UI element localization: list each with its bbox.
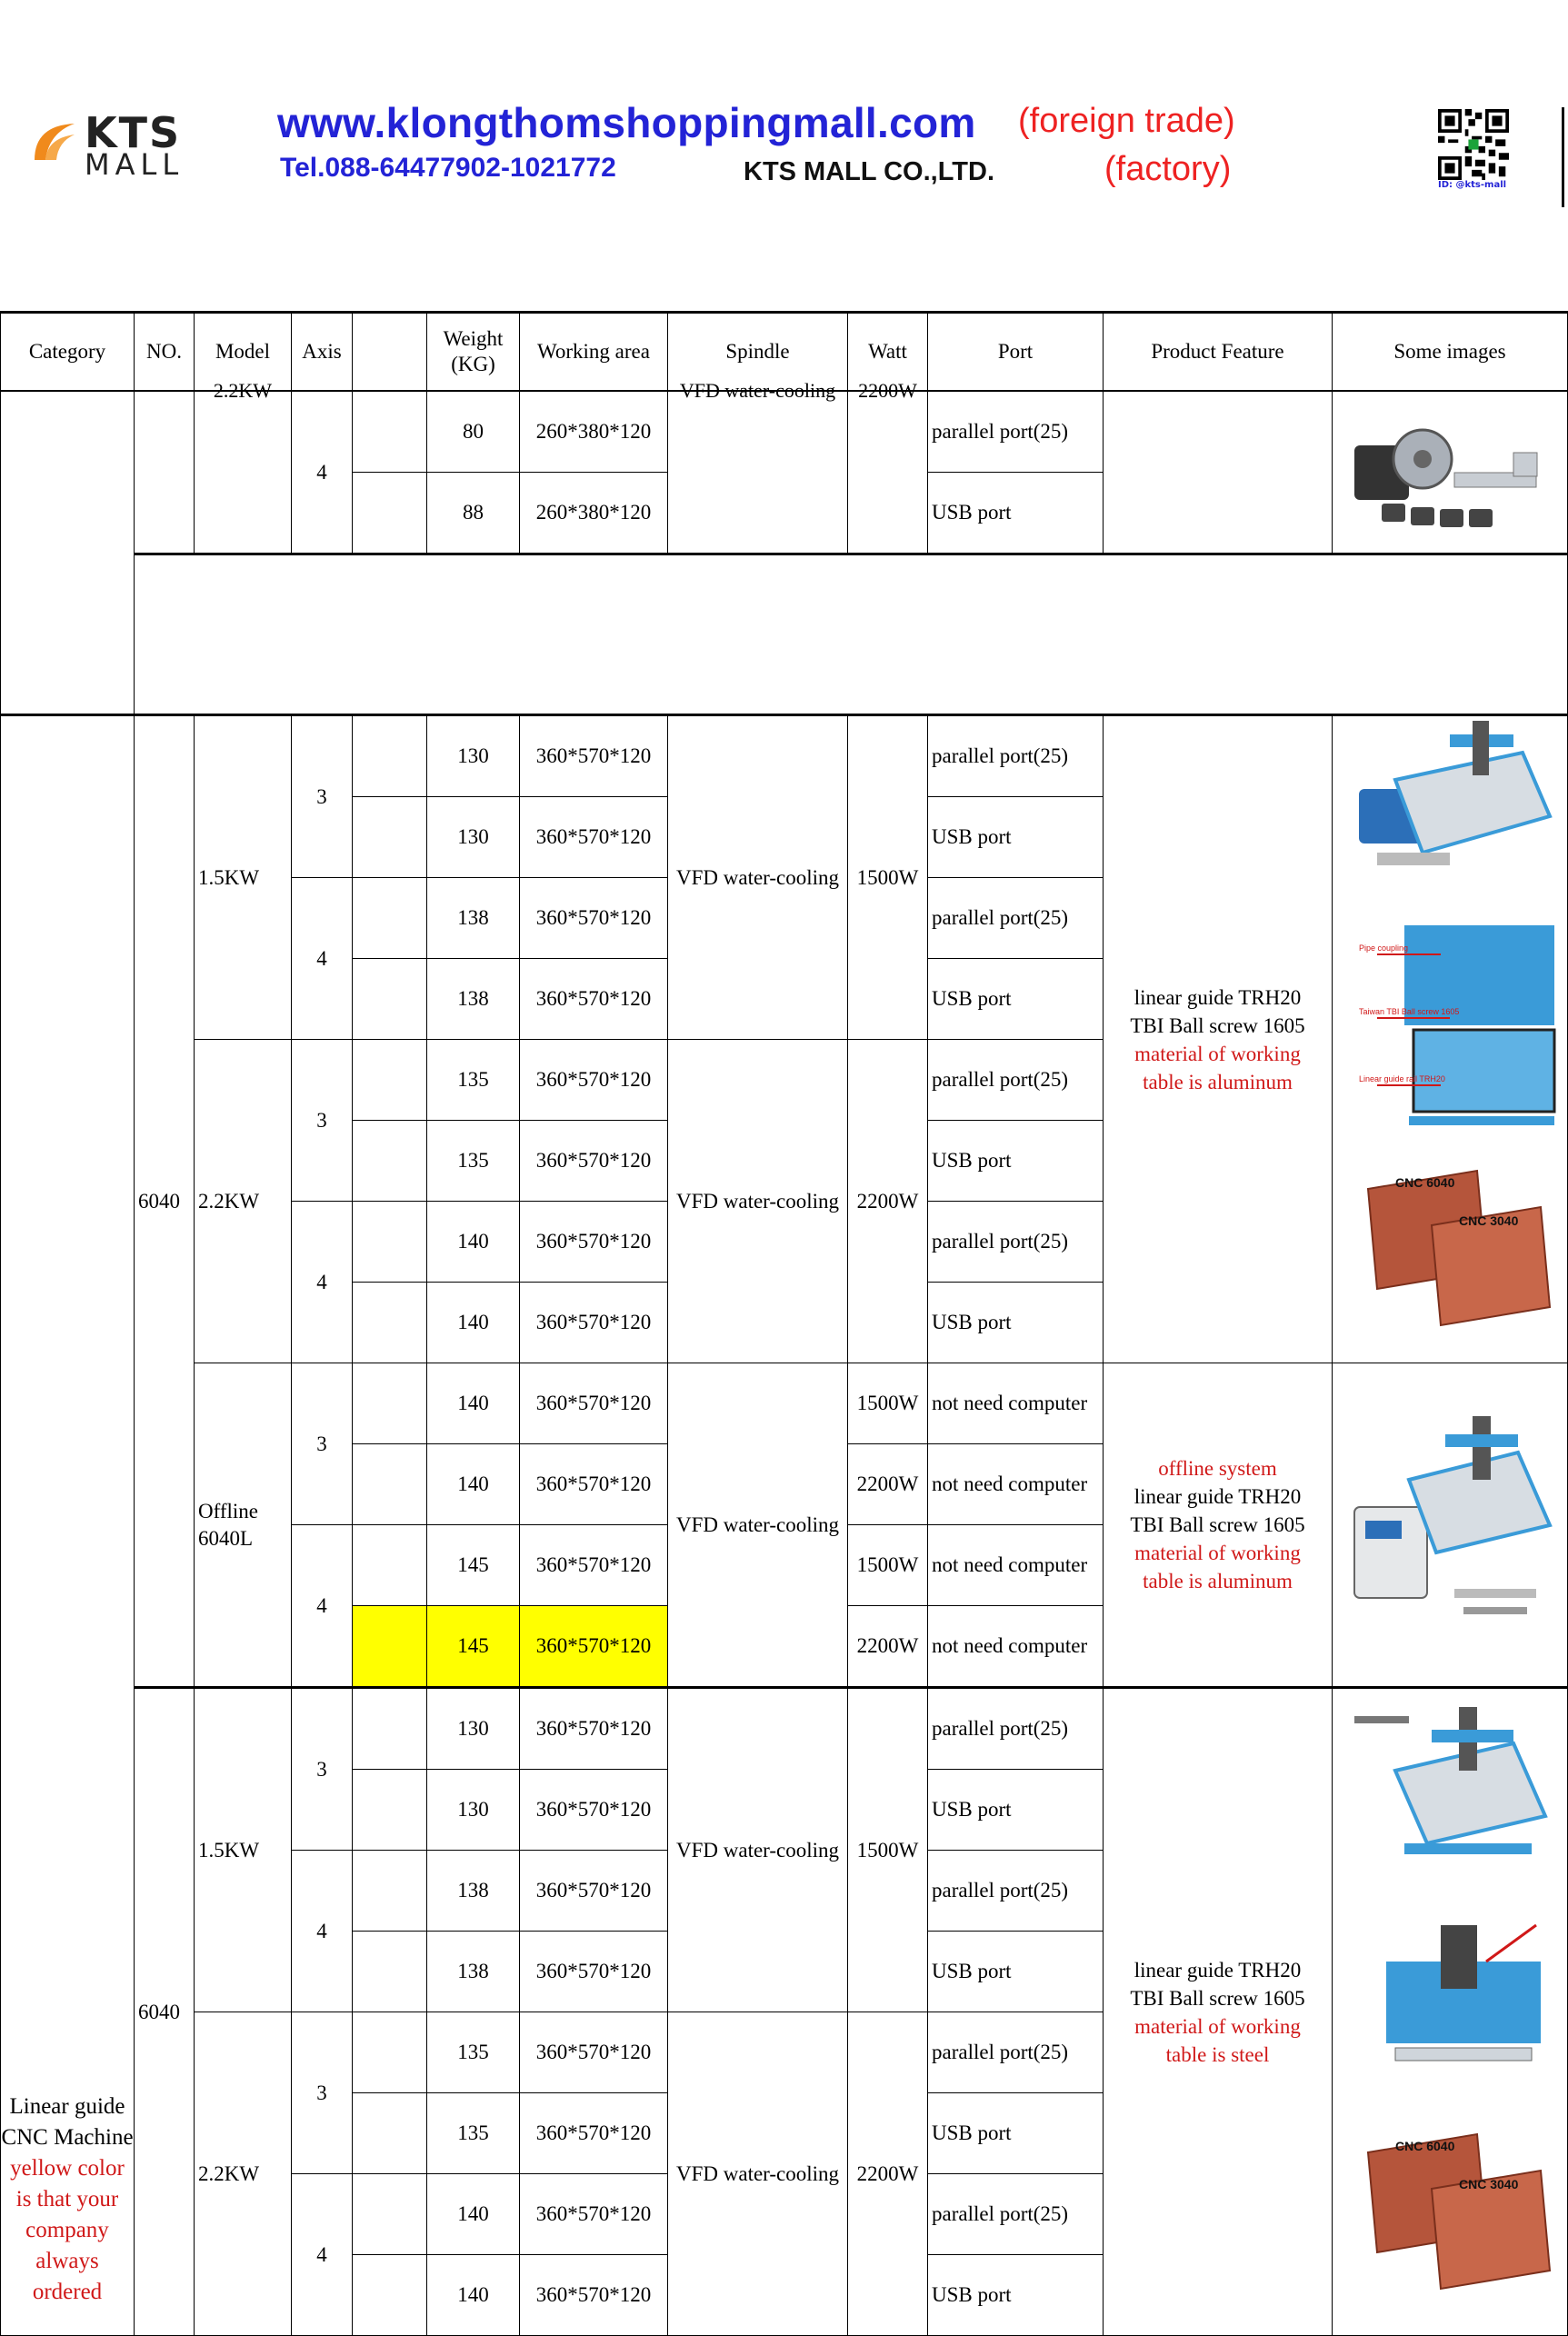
port-cell: parallel port(25) <box>928 715 1104 797</box>
header-axis: Axis <box>292 313 353 392</box>
axis-cell: 4 <box>292 391 353 554</box>
weight-cell: 138 <box>427 878 520 959</box>
area-cell: 260*380*120 <box>520 473 668 554</box>
header-some-images: Some images <box>1333 313 1568 392</box>
blank-cell <box>353 1283 427 1363</box>
blank-cell <box>353 1202 427 1283</box>
model-cell <box>195 379 292 554</box>
header-right-divider <box>1562 107 1564 207</box>
feature-red-line: offline system <box>1158 1457 1277 1480</box>
phone-number: Tel.088-64477902-1021772 <box>280 153 616 183</box>
feature-line: linear guide TRH20 <box>1134 985 1302 1009</box>
category-cell-empty <box>1 391 135 715</box>
spacer-row <box>1 554 1568 715</box>
blank-cell <box>353 2255 427 2336</box>
spindle-cell: VFD water-cooling <box>668 1040 848 1363</box>
spindle-cell <box>668 379 848 554</box>
port-cell: parallel port(25) <box>928 2012 1104 2093</box>
weight-cell: 138 <box>427 959 520 1040</box>
weight-cell: 88 <box>427 473 520 554</box>
axis-cell: 4 <box>292 1202 353 1363</box>
blank-cell <box>353 715 427 797</box>
port-cell: USB port <box>928 473 1104 554</box>
feature-red-line: material of working table is steel <box>1134 2014 1301 2066</box>
watt-cell: 1500W <box>848 1688 928 2012</box>
watt-cell: 2200W <box>848 1040 928 1363</box>
weight-cell: 140 <box>427 1363 520 1444</box>
feature-line: TBI Ball screw 1605 <box>1130 1986 1305 2010</box>
axis-cell: 3 <box>292 1363 353 1525</box>
product-table-wrapper <box>0 311 1567 2327</box>
weight-cell-highlighted: 145 <box>427 1606 520 1688</box>
area-cell: 360*570*120 <box>520 1444 668 1525</box>
spindle-cut-text: VFD water-cooling <box>679 379 836 402</box>
area-cell: 360*570*120 <box>520 2093 668 2174</box>
feature-line: TBI Ball screw 1605 <box>1130 1013 1305 1037</box>
header-category: Category <box>1 313 135 392</box>
spindle-cell: VFD water-cooling <box>668 715 848 1040</box>
area-cell-highlighted: 360*570*120 <box>520 1606 668 1688</box>
foreign-trade-label: (foreign trade) <box>1018 102 1235 140</box>
qr-id-label: ID: @kts-mall <box>1438 180 1507 190</box>
header-model: Model <box>195 313 292 392</box>
watt-cut-text: 2200W <box>858 379 917 402</box>
area-cell: 360*570*120 <box>520 2012 668 2093</box>
weight-cell: 130 <box>427 1770 520 1851</box>
port-cell: not need computer <box>928 1363 1104 1444</box>
machine-images-steel <box>1341 1689 1559 2325</box>
no-cell: 6040 <box>135 715 195 1688</box>
area-cell: 360*570*120 <box>520 715 668 797</box>
model-cell: 1.5KW <box>195 715 292 1040</box>
weight-cell: 80 <box>427 391 520 473</box>
watt-cell: 1500W <box>848 1525 928 1606</box>
watt-cell: 2200W <box>848 1606 928 1688</box>
area-cell: 360*570*120 <box>520 1121 668 1202</box>
weight-cell: 140 <box>427 1444 520 1525</box>
blank-cell <box>353 1363 427 1444</box>
feature-cell <box>1104 1688 1333 2336</box>
axis-cell: 4 <box>292 1851 353 2012</box>
area-cell: 360*570*120 <box>520 2255 668 2336</box>
port-cell: parallel port(25) <box>928 1040 1104 1121</box>
blank-cell <box>353 2093 427 2174</box>
spacer-cell <box>135 554 1568 715</box>
port-cell: parallel port(25) <box>928 1688 1104 1770</box>
table-row <box>1 715 1568 797</box>
blank-cell <box>353 1770 427 1851</box>
area-cell: 360*570*120 <box>520 959 668 1040</box>
area-cell: 360*570*120 <box>520 1932 668 2012</box>
category-cell <box>1 1688 135 2336</box>
blank-cell <box>353 1932 427 2012</box>
box-label-6040: CNC 6040 <box>1395 1175 1455 1190</box>
blank-cell <box>353 878 427 959</box>
port-cell: not need computer <box>928 1606 1104 1688</box>
weight-cell: 140 <box>427 2174 520 2255</box>
header-spindle: Spindle <box>668 313 848 392</box>
page-header <box>0 0 1567 236</box>
blank-cell <box>353 391 427 473</box>
rotary-axis-image <box>1345 409 1554 536</box>
weight-cell: 140 <box>427 1202 520 1283</box>
model-cut-text: 2.2KW <box>213 379 273 402</box>
model-cell: 2.2KW <box>195 1040 292 1363</box>
port-cell: USB port <box>928 2093 1104 2174</box>
company-name: KTS MALL CO.,LTD. <box>744 157 995 186</box>
area-cell: 360*570*120 <box>520 797 668 878</box>
feature-cell <box>1104 1363 1333 1688</box>
factory-label: (factory) <box>1104 150 1232 188</box>
qr-code-icon <box>1438 109 1509 180</box>
port-cell: USB port <box>928 959 1104 1040</box>
header-watt: Watt <box>848 313 928 392</box>
port-cell: parallel port(25) <box>928 391 1104 473</box>
weight-cell: 135 <box>427 1040 520 1121</box>
kts-mall-logo <box>25 109 207 191</box>
product-table <box>0 311 1568 2336</box>
image-cell <box>1333 1688 1568 2336</box>
header-blank <box>353 313 427 392</box>
port-cell: USB port <box>928 1121 1104 1202</box>
blank-cell <box>353 1525 427 1606</box>
blank-cell-highlighted <box>353 1606 427 1688</box>
axis-cell: 3 <box>292 1688 353 1851</box>
area-cell: 360*570*120 <box>520 1363 668 1444</box>
axis-cell: 3 <box>292 715 353 878</box>
table-row <box>1 391 1568 473</box>
weight-cell: 140 <box>427 2255 520 2336</box>
image-cell <box>1333 1363 1568 1688</box>
weight-cell: 135 <box>427 2012 520 2093</box>
port-cell: USB port <box>928 1932 1104 2012</box>
weight-cell: 130 <box>427 715 520 797</box>
blank-cell <box>353 1851 427 1932</box>
port-cell: parallel port(25) <box>928 2174 1104 2255</box>
rail-label: Linear guide rail TRH20 <box>1359 1074 1445 1083</box>
header-port: Port <box>928 313 1104 392</box>
category-note: yellow color is that your company always ordered <box>10 2156 125 2304</box>
box-label-3040: CNC 3040 <box>1459 1213 1519 1228</box>
offline-machine-image <box>1345 1398 1554 1652</box>
machine-images <box>1341 716 1559 1353</box>
blank-cell <box>353 2012 427 2093</box>
table-row <box>1 1688 1568 1770</box>
blank-cell <box>353 1121 427 1202</box>
feature-cell-empty <box>1104 391 1333 554</box>
watt-cell: 2200W <box>848 2012 928 2336</box>
feature-line: linear guide TRH20 <box>1134 1485 1302 1508</box>
watt-cell: 2200W <box>848 1444 928 1525</box>
feature-line: TBI Ball screw 1605 <box>1130 1513 1305 1536</box>
website-url[interactable]: www.klongthomshoppingmall.com <box>277 99 976 146</box>
axis-cell: 3 <box>292 2012 353 2174</box>
port-cell: USB port <box>928 2255 1104 2336</box>
port-cell: not need computer <box>928 1444 1104 1525</box>
header-no: NO. <box>135 313 195 392</box>
blank-cell <box>353 959 427 1040</box>
area-cell: 360*570*120 <box>520 2174 668 2255</box>
category-cell-empty <box>1 715 135 1688</box>
image-cell <box>1333 391 1568 554</box>
blank-cell <box>353 1040 427 1121</box>
weight-cell: 138 <box>427 1851 520 1932</box>
area-cell: 360*570*120 <box>520 1283 668 1363</box>
header-weight: Weight (KG) <box>427 313 520 392</box>
port-cell: USB port <box>928 797 1104 878</box>
weight-cell: 135 <box>427 2093 520 2174</box>
area-cell: 360*570*120 <box>520 1040 668 1121</box>
port-cell: parallel port(25) <box>928 1851 1104 1932</box>
area-cell: 260*380*120 <box>520 391 668 473</box>
no-cell: 6040 <box>135 1688 195 2336</box>
watt-cell: 1500W <box>848 715 928 1040</box>
blank-cell <box>353 2174 427 2255</box>
axis-cell: 3 <box>292 1040 353 1202</box>
blank-cell <box>353 797 427 878</box>
box-label-6040: CNC 6040 <box>1395 2139 1455 2153</box>
blank-cell <box>353 473 427 554</box>
blank-cell <box>353 1444 427 1525</box>
port-cell: not need computer <box>928 1525 1104 1606</box>
axis-cell: 4 <box>292 1525 353 1688</box>
axis-cell: 4 <box>292 2174 353 2336</box>
area-cell: 360*570*120 <box>520 1688 668 1770</box>
logo-swoosh-icon <box>25 115 82 171</box>
tbi-label: Taiwan TBI Ball screw 1605 <box>1359 1007 1460 1016</box>
no-cell-empty <box>135 391 195 554</box>
spindle-cell: VFD water-cooling <box>668 1363 848 1688</box>
category-text: Linear guide CNC Machine <box>1 2094 134 2150</box>
box-label-3040: CNC 3040 <box>1459 2177 1519 2191</box>
port-cell: USB port <box>928 1770 1104 1851</box>
model-cell: Offline 6040L <box>195 1363 292 1688</box>
blank-cell <box>353 1688 427 1770</box>
weight-cell: 130 <box>427 1688 520 1770</box>
port-cell: USB port <box>928 1283 1104 1363</box>
port-cell: parallel port(25) <box>928 1202 1104 1283</box>
header-product-feature: Product Feature <box>1104 313 1333 392</box>
weight-cell: 140 <box>427 1283 520 1363</box>
header-working-area: Working area <box>520 313 668 392</box>
area-cell: 360*570*120 <box>520 1851 668 1932</box>
feature-line: linear guide TRH20 <box>1134 1958 1302 1982</box>
watt-cell <box>848 379 928 554</box>
area-cell: 360*570*120 <box>520 878 668 959</box>
area-cell: 360*570*120 <box>520 1525 668 1606</box>
feature-cell <box>1104 715 1333 1363</box>
table-row <box>1 1363 1568 1444</box>
logo-line-mall: MALL <box>85 147 185 182</box>
logo-line-kts: KTS <box>85 108 182 157</box>
model-cell: 2.2KW <box>195 2012 292 2336</box>
weight-cell: 130 <box>427 797 520 878</box>
feature-red-line: material of working table is aluminum <box>1134 1542 1301 1592</box>
weight-cell: 138 <box>427 1932 520 2012</box>
spindle-cell: VFD water-cooling <box>668 2012 848 2336</box>
watt-cell: 1500W <box>848 1363 928 1444</box>
spindle-cell: VFD water-cooling <box>668 1688 848 2012</box>
area-cell: 360*570*120 <box>520 1202 668 1283</box>
pipe-coupling-label: Pipe coupling <box>1359 943 1409 953</box>
model-cell: 1.5KW <box>195 1688 292 2012</box>
weight-cell: 135 <box>427 1121 520 1202</box>
weight-cell: 145 <box>427 1525 520 1606</box>
axis-cell: 4 <box>292 878 353 1040</box>
area-cell: 360*570*120 <box>520 1770 668 1851</box>
image-cell <box>1333 715 1568 1363</box>
port-cell: parallel port(25) <box>928 878 1104 959</box>
feature-red-line: material of working table is aluminum <box>1134 1042 1301 1093</box>
